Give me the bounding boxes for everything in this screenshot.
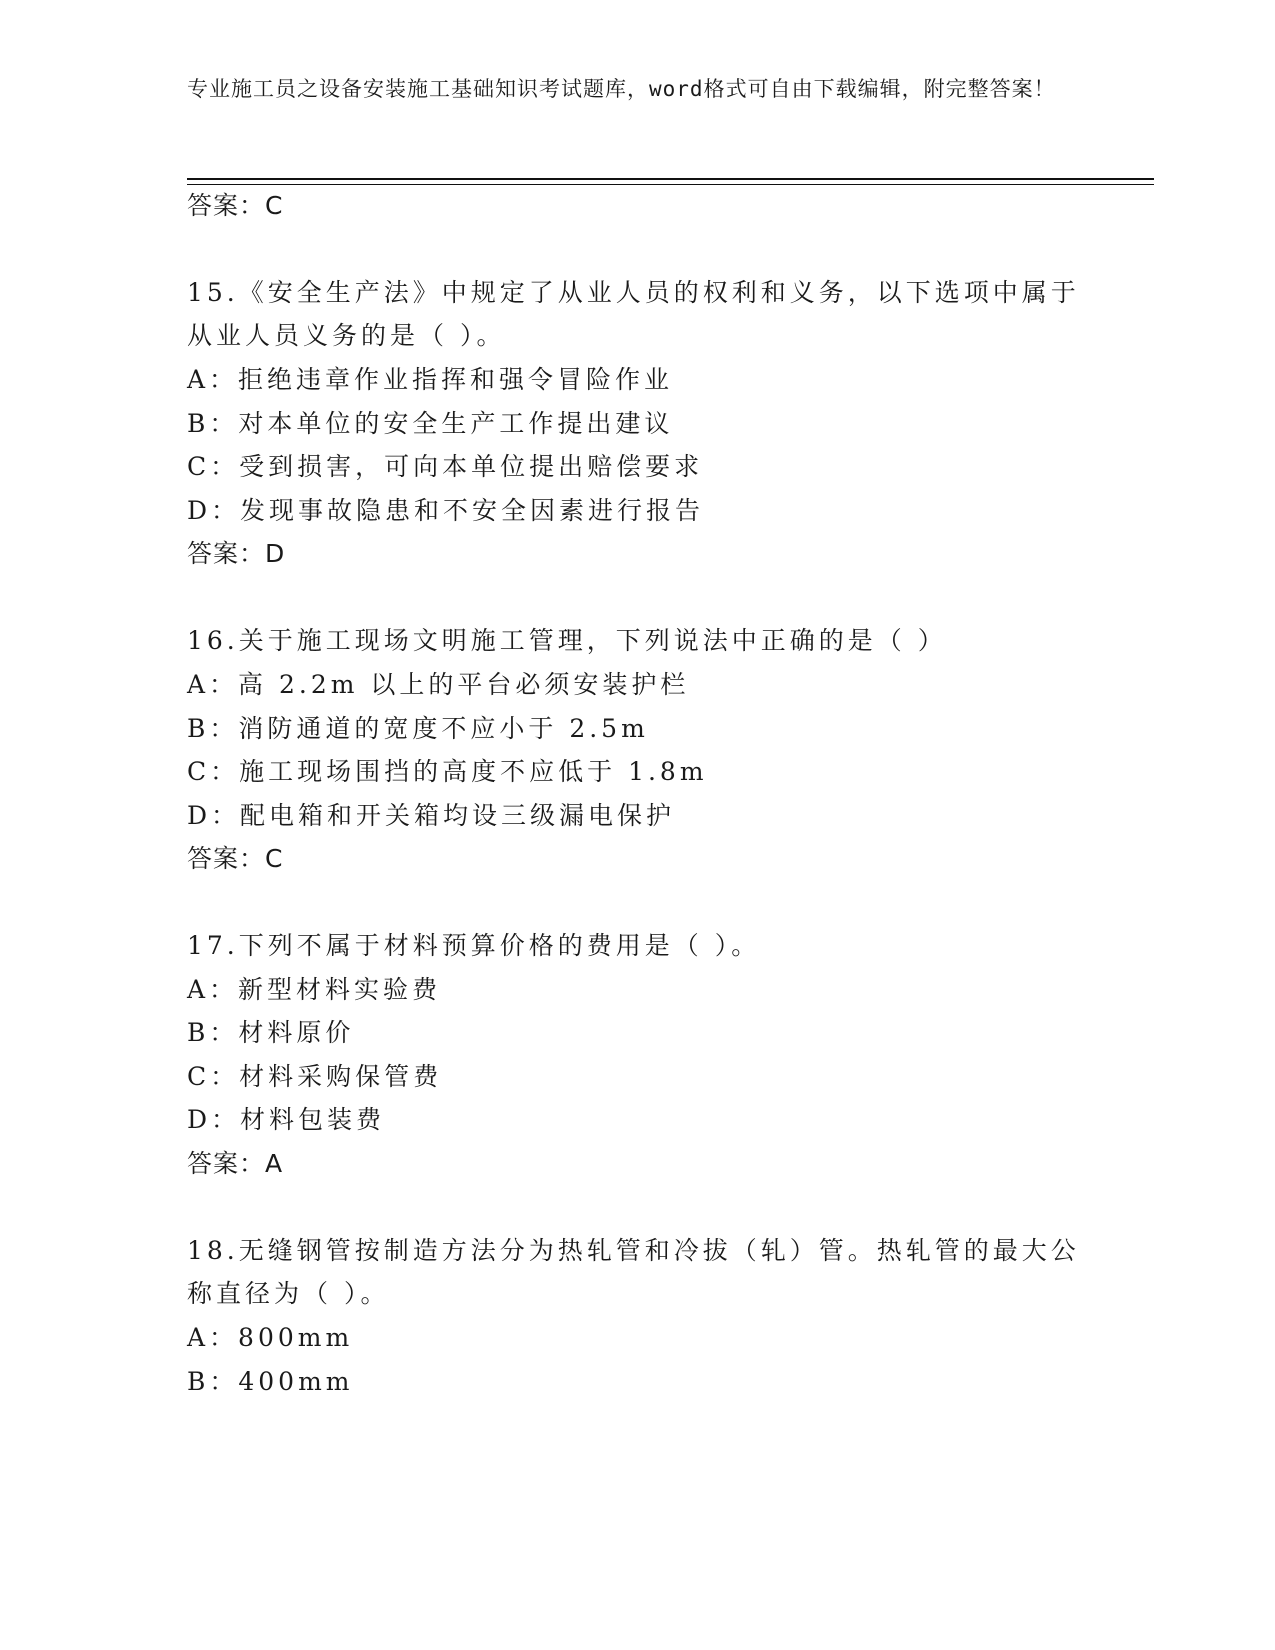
question-16-option-b: B：消防通道的宽度不应小于 2.5m bbox=[187, 714, 649, 743]
question-17-answer: 答案：A bbox=[187, 1149, 284, 1178]
question-15-stem-line-1: 15.《安全生产法》中规定了从业人员的权利和义务，以下选项中属于 bbox=[187, 278, 1080, 307]
header-title: 专业施工员之设备安装施工基础知识考试题库，word格式可自由下载编辑，附完整答案！ bbox=[187, 77, 1056, 101]
question-17-option-b: B：材料原价 bbox=[187, 1018, 355, 1047]
question-15-option-d: D：发现事故隐患和不安全因素进行报告 bbox=[187, 496, 705, 525]
question-15-stem-line-2: 从业人员义务的是（ ）。 bbox=[187, 321, 506, 350]
question-18-option-b: B：400mm bbox=[187, 1367, 354, 1396]
question-15-answer: 答案：D bbox=[187, 539, 286, 568]
header-rule-thick bbox=[187, 178, 1154, 180]
question-17-stem-line-1: 17.下列不属于材料预算价格的费用是（ ）。 bbox=[187, 931, 761, 960]
question-18-stem-line-1: 18.无缝钢管按制造方法分为热轧管和冷拔（轧）管。热轧管的最大公 bbox=[187, 1236, 1080, 1265]
question-16-option-d: D：配电箱和开关箱均设三级漏电保护 bbox=[187, 801, 676, 830]
question-15-option-b: B：对本单位的安全生产工作提出建议 bbox=[187, 409, 674, 438]
question-16-answer: 答案：C bbox=[187, 844, 284, 873]
question-17-option-a: A：新型材料实验费 bbox=[187, 975, 442, 1004]
question-16-stem-line-1: 16.关于施工现场文明施工管理，下列说法中正确的是（ ） bbox=[187, 626, 947, 655]
question-17-option-d: D：材料包装费 bbox=[187, 1105, 386, 1134]
header-rule-thin bbox=[187, 184, 1154, 185]
question-17-option-c: C：材料采购保管费 bbox=[187, 1062, 443, 1091]
previous-answer: 答案：C bbox=[187, 191, 284, 220]
question-16-option-c: C：施工现场围挡的高度不应低于 1.8m bbox=[187, 757, 708, 786]
question-16-option-a: A：高 2.2m 以上的平台必须安装护栏 bbox=[187, 670, 690, 699]
question-18-option-a: A：800mm bbox=[187, 1323, 354, 1352]
document-header bbox=[187, 72, 1067, 106]
question-15-option-a: A：拒绝违章作业指挥和强令冒险作业 bbox=[187, 365, 674, 394]
question-18-stem-line-2: 称直径为（ ）。 bbox=[187, 1279, 390, 1308]
question-15-option-c: C：受到损害，可向本单位提出赔偿要求 bbox=[187, 452, 704, 481]
